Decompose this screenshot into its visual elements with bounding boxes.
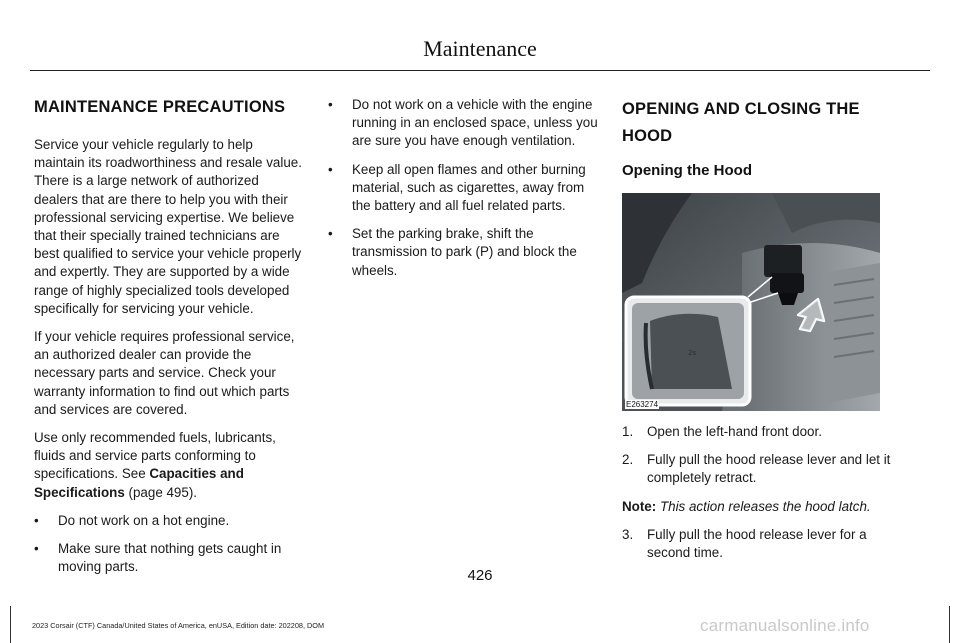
note-label: Note:: [622, 498, 657, 514]
page-number: 426: [467, 567, 493, 584]
step-number: 1.: [622, 424, 634, 439]
opening-steps-list: [622, 423, 900, 488]
list-item-text: Do not work on a hot engine.: [58, 512, 230, 528]
hood-release-illustration-svg: [622, 193, 880, 411]
hood-release-illustration: [622, 193, 880, 411]
list-item-text: Keep all open flames and other burning material, such as cigarettes, away from the battery and all fuel related parts.: [352, 161, 586, 214]
bullet-glyph: •: [328, 97, 333, 112]
running-header-title: Maintenance: [423, 36, 537, 61]
svg-text:2s: 2s: [688, 349, 697, 357]
list-item: [622, 423, 900, 441]
section-heading-maintenance-precautions: MAINTENANCE PRECAUTIONS: [34, 98, 286, 116]
list-item-text: Make sure that nothing gets caught in moving parts.: [58, 541, 282, 575]
list-item: [622, 451, 900, 487]
heading-line-2: HOOD: [622, 127, 673, 145]
step-text: Open the left-hand front door.: [647, 424, 822, 439]
list-item: [328, 96, 600, 151]
step-number: 3.: [622, 526, 634, 542]
paragraph-professional-service: If your vehicle requires professional service, an authorized dealer can provide the necessary parts and service. Check your warranty information to find out which parts and services are covered.: [34, 329, 295, 417]
list-item: [328, 225, 600, 280]
subheading-opening-the-hood: Opening the Hood: [622, 162, 752, 179]
paragraph-recommended-fluids: [34, 429, 306, 502]
header-rule: [30, 70, 930, 71]
opening-steps-list-continued: [622, 526, 900, 562]
page-reference: (page 495).: [124, 484, 198, 500]
list-item: [328, 161, 600, 216]
column-left: [34, 96, 306, 586]
heading-line-1: OPENING AND CLOSING THE: [622, 100, 860, 118]
note-text: This action releases the hood latch.: [659, 498, 871, 514]
list-item: [34, 512, 306, 530]
step-number: 2.: [622, 452, 634, 468]
bullet-glyph: •: [328, 226, 333, 242]
hood-release-figure: [622, 193, 900, 411]
column-middle: [328, 96, 600, 290]
paragraph-service-intro: Service your vehicle regularly to help maintain its roadworthiness and resale value. There is a large network of authorized dealers that are there to help you with their professional servicing expertise. We believe that their specially trained technicians are best qualified to service your vehicle properly and expertly. They are supported by a wide range of highly specialized tools developed specifically for servicing your vehicle.: [34, 137, 302, 316]
watermark: carmanualsonline.info: [700, 616, 870, 635]
list-item-text: Do not work on a vehicle with the engine running in an enclosed space, unless you are sure you have enough ventilation.: [352, 97, 598, 149]
precautions-list-2: [328, 96, 600, 280]
note-hood-latch: [622, 498, 900, 516]
fluids-text: Use only recommended fuels, lubricants, fluids and service parts conforming to specifications. See: [34, 430, 276, 482]
crop-mark-left: [10, 606, 11, 643]
column-right: [622, 96, 900, 572]
list-item: [622, 526, 900, 562]
edition-footer: 2023 Corsair (CTF) Canada/United States of America, enUSA, Edition date: 202208, DOM: [32, 621, 325, 630]
bullet-glyph: •: [34, 541, 39, 557]
bullet-glyph: •: [328, 161, 333, 177]
list-item-text: Set the parking brake, shift the transmission to park (P) and block the wheels.: [352, 226, 577, 278]
section-heading-opening-hood: [622, 96, 900, 150]
figure-code: E263274: [626, 400, 659, 409]
step-text: Fully pull the hood release lever for a second time.: [647, 526, 867, 561]
capacities-reference-link[interactable]: Capacities and Specifications: [34, 466, 244, 500]
bullet-glyph: •: [34, 512, 39, 528]
step-text: Fully pull the hood release lever and let it completely retract.: [647, 452, 891, 486]
crop-mark-right: [949, 606, 950, 643]
